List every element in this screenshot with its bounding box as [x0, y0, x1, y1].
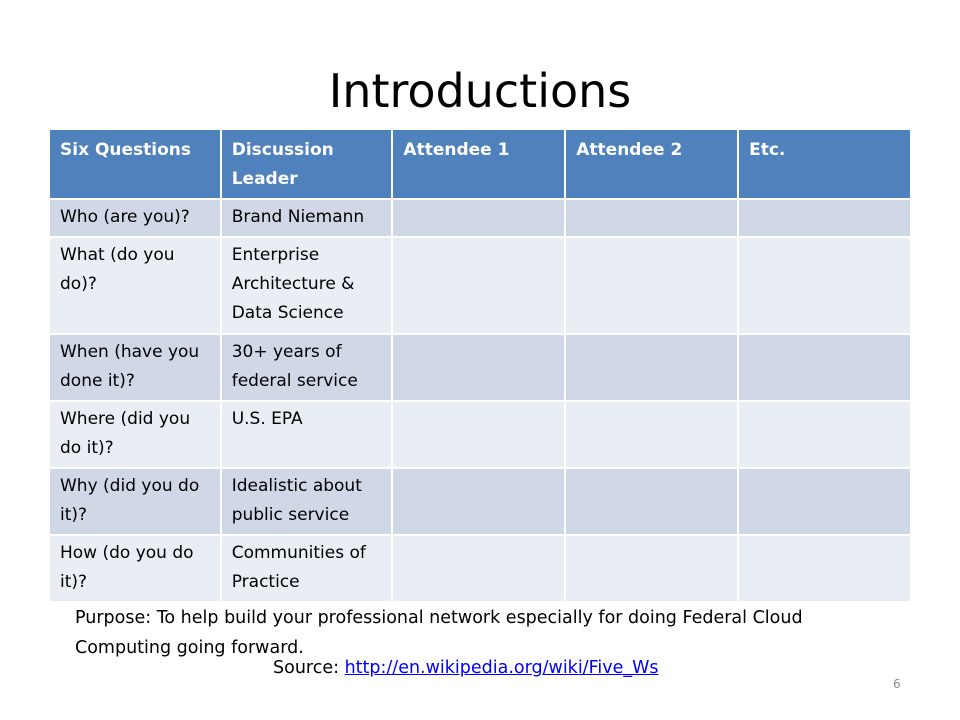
leader-cell: Brand Niemann [221, 199, 393, 237]
header-six-questions: Six Questions [49, 129, 221, 199]
leader-cell: 30+ years of federal service [221, 334, 393, 401]
table-row [49, 535, 911, 602]
attendee-2-cell [565, 535, 738, 602]
header-discussion-leader: Discussion Leader [221, 129, 393, 199]
leader-cell: U.S. EPA [221, 401, 393, 468]
table-row [49, 199, 911, 237]
attendee-1-cell [392, 468, 565, 535]
attendee-1-cell [392, 199, 565, 237]
leader-cell: Communities of Practice [221, 535, 393, 602]
attendee-1-cell [392, 535, 565, 602]
introductions-table [48, 128, 912, 603]
etc-cell [738, 334, 911, 401]
source-label: Source: [273, 658, 345, 678]
etc-cell [738, 237, 911, 334]
attendee-2-cell [565, 237, 738, 334]
attendee-1-cell [392, 401, 565, 468]
attendee-2-cell [565, 334, 738, 401]
question-cell: How (do you do it)? [49, 535, 221, 602]
etc-cell [738, 468, 911, 535]
header-attendee-1: Attendee 1 [392, 129, 565, 199]
question-cell: When (have you done it)? [49, 334, 221, 401]
attendee-1-cell [392, 334, 565, 401]
attendee-2-cell [565, 468, 738, 535]
table-row [49, 401, 911, 468]
etc-cell [738, 535, 911, 602]
leader-cell: Enterprise Architecture & Data Science [221, 237, 393, 334]
header-attendee-2: Attendee 2 [565, 129, 738, 199]
table-header-row [49, 129, 911, 199]
question-cell: What (do you do)? [49, 237, 221, 334]
etc-cell [738, 199, 911, 237]
attendee-1-cell [392, 237, 565, 334]
table-row [49, 468, 911, 535]
question-cell: Who (are you)? [49, 199, 221, 237]
attendee-2-cell [565, 401, 738, 468]
purpose-text: Purpose: To help build your professional network especially for doing Federal Cloud Computing going forward. [75, 608, 803, 658]
header-etc: Etc. [738, 129, 911, 199]
question-cell: Why (did you do it)? [49, 468, 221, 535]
table-row [49, 237, 911, 334]
source-link[interactable]: http://en.wikipedia.org/wiki/Five_Ws [344, 658, 659, 678]
source-line [273, 654, 659, 682]
slide-title: Introductions [328, 64, 632, 118]
table-row [49, 334, 911, 401]
page-number: 6 [893, 677, 901, 691]
attendee-2-cell [565, 199, 738, 237]
question-cell: Where (did you do it)? [49, 401, 221, 468]
etc-cell [738, 401, 911, 468]
leader-cell: Idealistic about public service [221, 468, 393, 535]
